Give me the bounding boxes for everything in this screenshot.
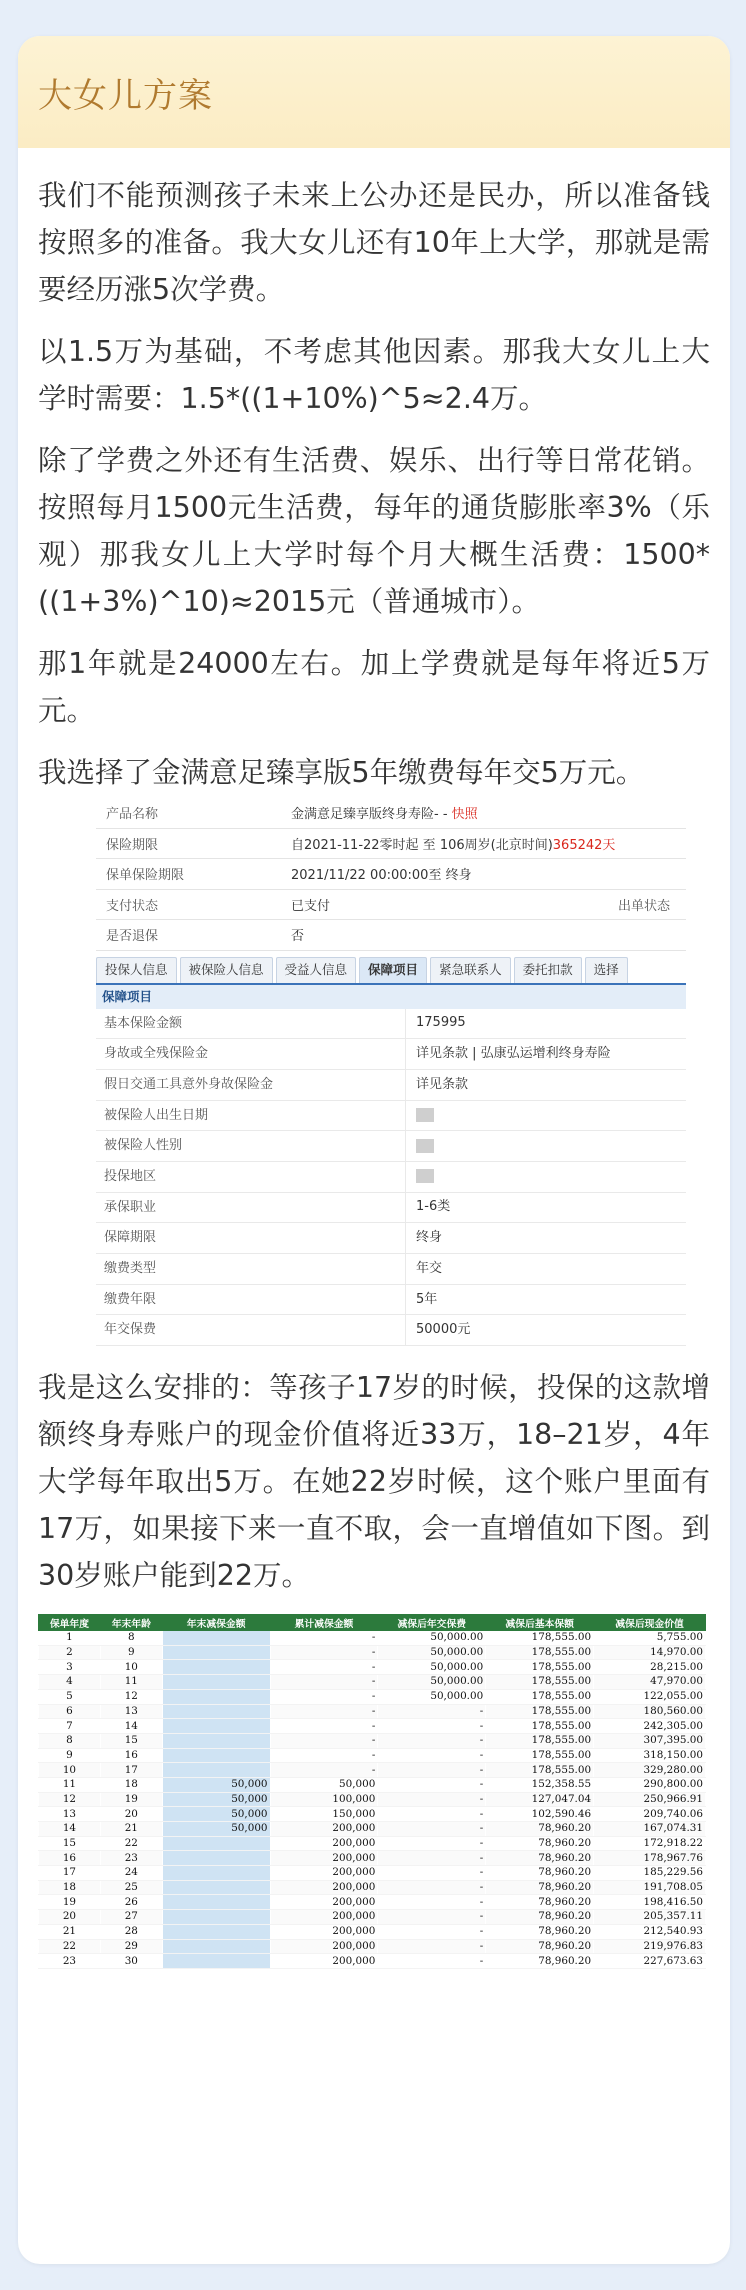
- table-cell: 200,000: [270, 1851, 378, 1866]
- table-cell: -: [270, 1631, 378, 1646]
- table-cell: [162, 1733, 270, 1748]
- table-cell: 30: [100, 1954, 162, 1969]
- table-row: [39, 1895, 706, 1910]
- table-cell: 318,150.00: [594, 1748, 706, 1763]
- table-cell: 178,555.00: [486, 1675, 594, 1690]
- table-cell: 11: [39, 1777, 101, 1792]
- table-cell: 13: [39, 1807, 101, 1822]
- table-cell: 50,000: [162, 1792, 270, 1807]
- table-cell: 178,555.00: [486, 1719, 594, 1734]
- policy-row-value-text: 已支付: [291, 898, 331, 914]
- policy-tab[interactable]: 紧急联系人: [430, 957, 511, 983]
- table-cell: 8: [39, 1733, 101, 1748]
- table-cell: 329,280.00: [594, 1763, 706, 1778]
- coverage-label: 缴费类型: [96, 1254, 406, 1284]
- table-cell: 12: [100, 1689, 162, 1704]
- table-cell: 178,555.00: [486, 1631, 594, 1646]
- table-cell: 167,074.31: [594, 1822, 706, 1837]
- table-cell: 9: [39, 1748, 101, 1763]
- table-cell: [162, 1631, 270, 1646]
- table-cell: 172,918.22: [594, 1836, 706, 1851]
- table-header-cell: 减保后年交保费: [378, 1615, 486, 1631]
- table-row: [39, 1763, 706, 1778]
- coverage-label: 投保地区: [96, 1162, 406, 1192]
- table-cell: -: [270, 1748, 378, 1763]
- table-cell: 50,000.00: [378, 1631, 486, 1646]
- table-cell: 14,970.00: [594, 1645, 706, 1660]
- table-row: [39, 1689, 706, 1704]
- coverage-row: [96, 1285, 686, 1316]
- table-row: [39, 1822, 706, 1837]
- table-cell: [162, 1689, 270, 1704]
- table-cell: 102,590.46: [486, 1807, 594, 1822]
- policy-row: [96, 859, 686, 890]
- coverage-label: 承保职业: [96, 1193, 406, 1223]
- table-cell: 78,960.20: [486, 1866, 594, 1881]
- table-cell: -: [378, 1910, 486, 1925]
- table-cell: -: [378, 1777, 486, 1792]
- policy-row: [96, 798, 686, 829]
- table-cell: 78,960.20: [486, 1836, 594, 1851]
- coverage-row: [96, 1162, 686, 1193]
- table-cell: 50,000: [270, 1777, 378, 1792]
- table-cell: 11: [100, 1675, 162, 1690]
- paragraph: 我是这么安排的：等孩子17岁的时候，投保的这款增额终身寿账户的现金价值将近33万，18–21岁，4年大学每年取出5万。在她22岁时候，这个账户里面有17万，如果接下来一直不取，会一直增值如下图。到30岁账户能到22万。: [38, 1371, 710, 1593]
- table-cell: 25: [100, 1880, 162, 1895]
- table-cell: 23: [39, 1954, 101, 1969]
- table-cell: -: [270, 1704, 378, 1719]
- table-cell: 78,960.20: [486, 1954, 594, 1969]
- table-cell: 5,755.00: [594, 1631, 706, 1646]
- coverage-section-title: 保障项目: [96, 985, 686, 1009]
- coverage-label: 缴费年限: [96, 1285, 406, 1315]
- table-cell: 15: [100, 1733, 162, 1748]
- table-cell: 178,555.00: [486, 1704, 594, 1719]
- table-cell: 26: [100, 1895, 162, 1910]
- coverage-value: 5年: [416, 1291, 438, 1307]
- coverage-row: [96, 1254, 686, 1285]
- table-cell: -: [378, 1792, 486, 1807]
- policy-tab[interactable]: 保障项目: [359, 957, 427, 983]
- table-header-cell: 年末减保金额: [162, 1615, 270, 1631]
- table-cell: -: [378, 1880, 486, 1895]
- table-cell: 21: [100, 1822, 162, 1837]
- table-cell: 191,708.05: [594, 1880, 706, 1895]
- table-cell: 100,000: [270, 1792, 378, 1807]
- table-cell: 178,555.00: [486, 1763, 594, 1778]
- policy-row-value-text: 否: [291, 929, 305, 945]
- card-title: 大女儿方案: [38, 76, 213, 116]
- coverage-value: 年交: [416, 1260, 443, 1276]
- table-row: [39, 1704, 706, 1719]
- policy-tab[interactable]: 被保险人信息: [180, 957, 273, 983]
- table-cell: -: [378, 1939, 486, 1954]
- coverage-value: [406, 1162, 686, 1192]
- coverage-row: [96, 1101, 686, 1132]
- table-header-cell: 保单年度: [39, 1615, 101, 1631]
- table-cell: -: [270, 1645, 378, 1660]
- coverage-label: 假日交通工具意外身故保险金: [96, 1070, 406, 1100]
- coverage-row: [96, 1039, 686, 1070]
- table-cell: -: [270, 1719, 378, 1734]
- table-cell: 122,055.00: [594, 1689, 706, 1704]
- table-cell: [162, 1763, 270, 1778]
- table-row: [39, 1777, 706, 1792]
- policy-row-value: [291, 834, 618, 853]
- coverage-label: 身故或全残保险金: [96, 1039, 406, 1069]
- table-cell: 19: [100, 1792, 162, 1807]
- table-cell: 6: [39, 1704, 101, 1719]
- table-cell: 21: [39, 1924, 101, 1939]
- table-cell: 209,740.06: [594, 1807, 706, 1822]
- table-row: [39, 1748, 706, 1763]
- table-cell: 50,000.00: [378, 1689, 486, 1704]
- table-cell: 50,000: [162, 1807, 270, 1822]
- table-cell: 29: [100, 1939, 162, 1954]
- table-cell: -: [378, 1763, 486, 1778]
- table-cell: 50,000: [162, 1777, 270, 1792]
- table-row: [39, 1792, 706, 1807]
- table-cell: 50,000.00: [378, 1660, 486, 1675]
- policy-tab[interactable]: 投保人信息: [96, 957, 177, 983]
- policy-tabs: [96, 955, 686, 985]
- table-cell: -: [378, 1807, 486, 1822]
- table-cell: 20: [100, 1807, 162, 1822]
- table-cell: [162, 1851, 270, 1866]
- table-cell: 27: [100, 1910, 162, 1925]
- table-row: [39, 1719, 706, 1734]
- table-cell: 242,305.00: [594, 1719, 706, 1734]
- table-header-cell: 年末年龄: [100, 1615, 162, 1631]
- policy-row-value: [291, 895, 618, 914]
- table-cell: 10: [100, 1660, 162, 1675]
- paragraph: 除了学费之外还有生活费、娱乐、出行等日常花销。按照每月1500元生活费，每年的通货膨胀率3%（乐观）那我女儿上大学时每个月大概生活费：1500*((1+3%)^10)≈2015元（普通城市）。: [38, 444, 710, 618]
- table-cell: 78,960.20: [486, 1939, 594, 1954]
- table-cell: -: [270, 1689, 378, 1704]
- policy-row-value-text: 金满意足臻享版终身寿险- -: [291, 807, 452, 823]
- table-cell: [162, 1675, 270, 1690]
- coverage-value: [406, 1131, 686, 1161]
- policy-row-label: 产品名称: [106, 807, 159, 823]
- table-cell: [162, 1719, 270, 1734]
- table-cell: 24: [100, 1866, 162, 1881]
- table-row: [39, 1939, 706, 1954]
- table-cell: [162, 1954, 270, 1969]
- table-cell: 200,000: [270, 1910, 378, 1925]
- table-cell: -: [378, 1822, 486, 1837]
- policy-row: [96, 890, 686, 921]
- table-cell: -: [270, 1675, 378, 1690]
- table-cell: 78,960.20: [486, 1910, 594, 1925]
- table-cell: 178,555.00: [486, 1645, 594, 1660]
- article-card: [18, 36, 730, 2264]
- table-cell: 50,000.00: [378, 1645, 486, 1660]
- table-cell: 16: [39, 1851, 101, 1866]
- table-cell: 8: [100, 1631, 162, 1646]
- coverage-row: [96, 1009, 686, 1040]
- policy-row-value: [291, 864, 618, 883]
- table-row: [39, 1733, 706, 1748]
- table-cell: 4: [39, 1675, 101, 1690]
- table-row: [39, 1851, 706, 1866]
- table-cell: 78,960.20: [486, 1880, 594, 1895]
- table-cell: 200,000: [270, 1880, 378, 1895]
- table-cell: 78,960.20: [486, 1822, 594, 1837]
- table-cell: 178,555.00: [486, 1748, 594, 1763]
- table-cell: 178,555.00: [486, 1733, 594, 1748]
- policy-row-value: [291, 925, 618, 944]
- table-cell: 150,000: [270, 1807, 378, 1822]
- table-cell: [162, 1866, 270, 1881]
- coverage-row: [96, 1131, 686, 1162]
- table-row: [39, 1675, 706, 1690]
- table-cell: 18: [100, 1777, 162, 1792]
- table-cell: 23: [100, 1851, 162, 1866]
- table-cell: 20: [39, 1910, 101, 1925]
- table-cell: -: [270, 1763, 378, 1778]
- table-cell: [162, 1939, 270, 1954]
- table-cell: 200,000: [270, 1924, 378, 1939]
- redacted-value: [416, 1169, 434, 1183]
- table-cell: 50,000.00: [378, 1675, 486, 1690]
- redacted-value: [416, 1139, 434, 1153]
- table-row: [39, 1807, 706, 1822]
- cash-value-table: [38, 1614, 706, 1969]
- paragraph: 我们不能预测孩子未来上公办还是民办，所以准备钱按照多的准备。我大女儿还有10年上大学，那就是需要经历涨5次学费。: [38, 179, 710, 306]
- coverage-value: [406, 1100, 686, 1130]
- table-cell: 290,800.00: [594, 1777, 706, 1792]
- table-cell: 50,000: [162, 1822, 270, 1837]
- table-cell: 212,540.93: [594, 1924, 706, 1939]
- table-cell: 22: [100, 1836, 162, 1851]
- table-cell: 219,976.83: [594, 1939, 706, 1954]
- coverage-label: 保障期限: [96, 1223, 406, 1253]
- table-cell: 14: [100, 1719, 162, 1734]
- table-row: [39, 1836, 706, 1851]
- coverage-value: 终身: [416, 1230, 443, 1246]
- table-cell: 152,358.55: [486, 1777, 594, 1792]
- policy-row: [96, 829, 686, 860]
- table-header-cell: 减保后现金价值: [594, 1615, 706, 1631]
- table-row: [39, 1880, 706, 1895]
- table-row: [39, 1660, 706, 1675]
- table-cell: 250,966.91: [594, 1792, 706, 1807]
- table-cell: 185,229.56: [594, 1866, 706, 1881]
- table-cell: 307,395.00: [594, 1733, 706, 1748]
- table-cell: 200,000: [270, 1939, 378, 1954]
- table-cell: -: [270, 1733, 378, 1748]
- table-cell: 10: [39, 1763, 101, 1778]
- table-cell: [162, 1910, 270, 1925]
- table-row: [39, 1924, 706, 1939]
- coverage-label: 年交保费: [96, 1315, 406, 1345]
- table-cell: -: [270, 1660, 378, 1675]
- coverage-row: [96, 1070, 686, 1101]
- table-row: [39, 1866, 706, 1881]
- table-cell: 200,000: [270, 1954, 378, 1969]
- table-cell: 16: [100, 1748, 162, 1763]
- table-cell: -: [378, 1851, 486, 1866]
- policy-row-value-highlight: 快照: [451, 807, 478, 823]
- table-cell: 198,416.50: [594, 1895, 706, 1910]
- coverage-label: 被保险人性别: [96, 1131, 406, 1161]
- coverage-row: [96, 1223, 686, 1254]
- paragraph: 我选择了金满意足臻享版5年缴费每年交5万元。: [38, 756, 645, 789]
- table-cell: 78,960.20: [486, 1895, 594, 1910]
- policy-row-label: 是否退保: [106, 929, 159, 945]
- table-cell: 227,673.63: [594, 1954, 706, 1969]
- policy-row-value-text: 2021/11/22 00:00:00至 终身: [291, 868, 472, 884]
- table-cell: 28: [100, 1924, 162, 1939]
- table-cell: 200,000: [270, 1895, 378, 1910]
- table-cell: 200,000: [270, 1866, 378, 1881]
- table-cell: 200,000: [270, 1836, 378, 1851]
- table-cell: -: [378, 1895, 486, 1910]
- policy-row-value-text: 自2021-11-22零时起 至 106周岁(北京时间): [291, 837, 553, 853]
- policy-row-label: 支付状态: [106, 898, 159, 914]
- table-cell: 178,555.00: [486, 1689, 594, 1704]
- table-cell: [162, 1660, 270, 1675]
- table-cell: [162, 1924, 270, 1939]
- table-cell: -: [378, 1836, 486, 1851]
- table-cell: [162, 1704, 270, 1719]
- table-cell: 18: [39, 1880, 101, 1895]
- table-cell: 14: [39, 1822, 101, 1837]
- table-cell: 5: [39, 1689, 101, 1704]
- card-header: [18, 36, 730, 148]
- policy-screenshot: [96, 798, 686, 1346]
- policy-tab[interactable]: 受益人信息: [276, 957, 357, 983]
- table-cell: -: [378, 1866, 486, 1881]
- coverage-value: 详见条款: [416, 1076, 469, 1092]
- table-cell: 78,960.20: [486, 1851, 594, 1866]
- article-body: [18, 148, 730, 1969]
- table-cell: 180,560.00: [594, 1704, 706, 1719]
- table-cell: 19: [39, 1895, 101, 1910]
- table-row: [39, 1910, 706, 1925]
- table-cell: 47,970.00: [594, 1675, 706, 1690]
- coverage-label: 被保险人出生日期: [96, 1101, 406, 1131]
- table-cell: [162, 1895, 270, 1910]
- table-cell: -: [378, 1924, 486, 1939]
- table-cell: 13: [100, 1704, 162, 1719]
- coverage-value: 1-6类: [416, 1199, 451, 1215]
- table-header-cell: 减保后基本保额: [486, 1615, 594, 1631]
- policy-row-label: 保险期限: [106, 837, 159, 853]
- table-cell: 9: [100, 1645, 162, 1660]
- policy-row: [96, 920, 686, 951]
- table-row: [39, 1645, 706, 1660]
- table-cell: 7: [39, 1719, 101, 1734]
- table-cell: 17: [39, 1866, 101, 1881]
- table-cell: 17: [100, 1763, 162, 1778]
- coverage-row: [96, 1193, 686, 1224]
- paragraph: 那1年就是24000左右。加上学费就是每年将近5万元。: [38, 647, 710, 727]
- table-cell: [162, 1880, 270, 1895]
- policy-tab[interactable]: 委托扣款: [514, 957, 582, 983]
- table-cell: 178,967.76: [594, 1851, 706, 1866]
- table-cell: [162, 1645, 270, 1660]
- table-cell: [162, 1836, 270, 1851]
- table-cell: 12: [39, 1792, 101, 1807]
- table-row: [39, 1954, 706, 1969]
- policy-row-label: 保单保险期限: [106, 868, 185, 884]
- table-cell: 200,000: [270, 1822, 378, 1837]
- table-cell: 178,555.00: [486, 1660, 594, 1675]
- policy-row-value: [291, 803, 618, 822]
- table-cell: 2: [39, 1645, 101, 1660]
- table-cell: -: [378, 1748, 486, 1763]
- table-cell: 127,047.04: [486, 1792, 594, 1807]
- table-cell: 205,357.11: [594, 1910, 706, 1925]
- table-cell: [162, 1748, 270, 1763]
- coverage-label: 基本保险金额: [96, 1009, 406, 1039]
- table-cell: 28,215.00: [594, 1660, 706, 1675]
- table-header-cell: 累计减保金额: [270, 1615, 378, 1631]
- table-cell: 1: [39, 1631, 101, 1646]
- policy-tab[interactable]: 选择: [585, 957, 628, 983]
- table-cell: -: [378, 1954, 486, 1969]
- redacted-value: [416, 1108, 434, 1122]
- table-cell: 78,960.20: [486, 1924, 594, 1939]
- paragraph: 以1.5万为基础，不考虑其他因素。那我大女儿上大学时需要：1.5*((1+10%)^5≈2.4万。: [38, 335, 710, 415]
- table-cell: -: [378, 1733, 486, 1748]
- table-cell: 15: [39, 1836, 101, 1851]
- coverage-value: 50000元: [416, 1322, 471, 1338]
- coverage-value: 175995: [416, 1015, 466, 1031]
- coverage-value: 详见条款 | 弘康弘运增利终身寿险: [416, 1046, 611, 1062]
- table-cell: 3: [39, 1660, 101, 1675]
- table-cell: 22: [39, 1939, 101, 1954]
- table-cell: -: [378, 1719, 486, 1734]
- table-row: [39, 1631, 706, 1646]
- policy-row-value-highlight: 365242天: [552, 837, 616, 853]
- coverage-row: [96, 1315, 686, 1346]
- table-cell: -: [378, 1704, 486, 1719]
- policy-row-extra: 出单状态: [618, 898, 671, 914]
